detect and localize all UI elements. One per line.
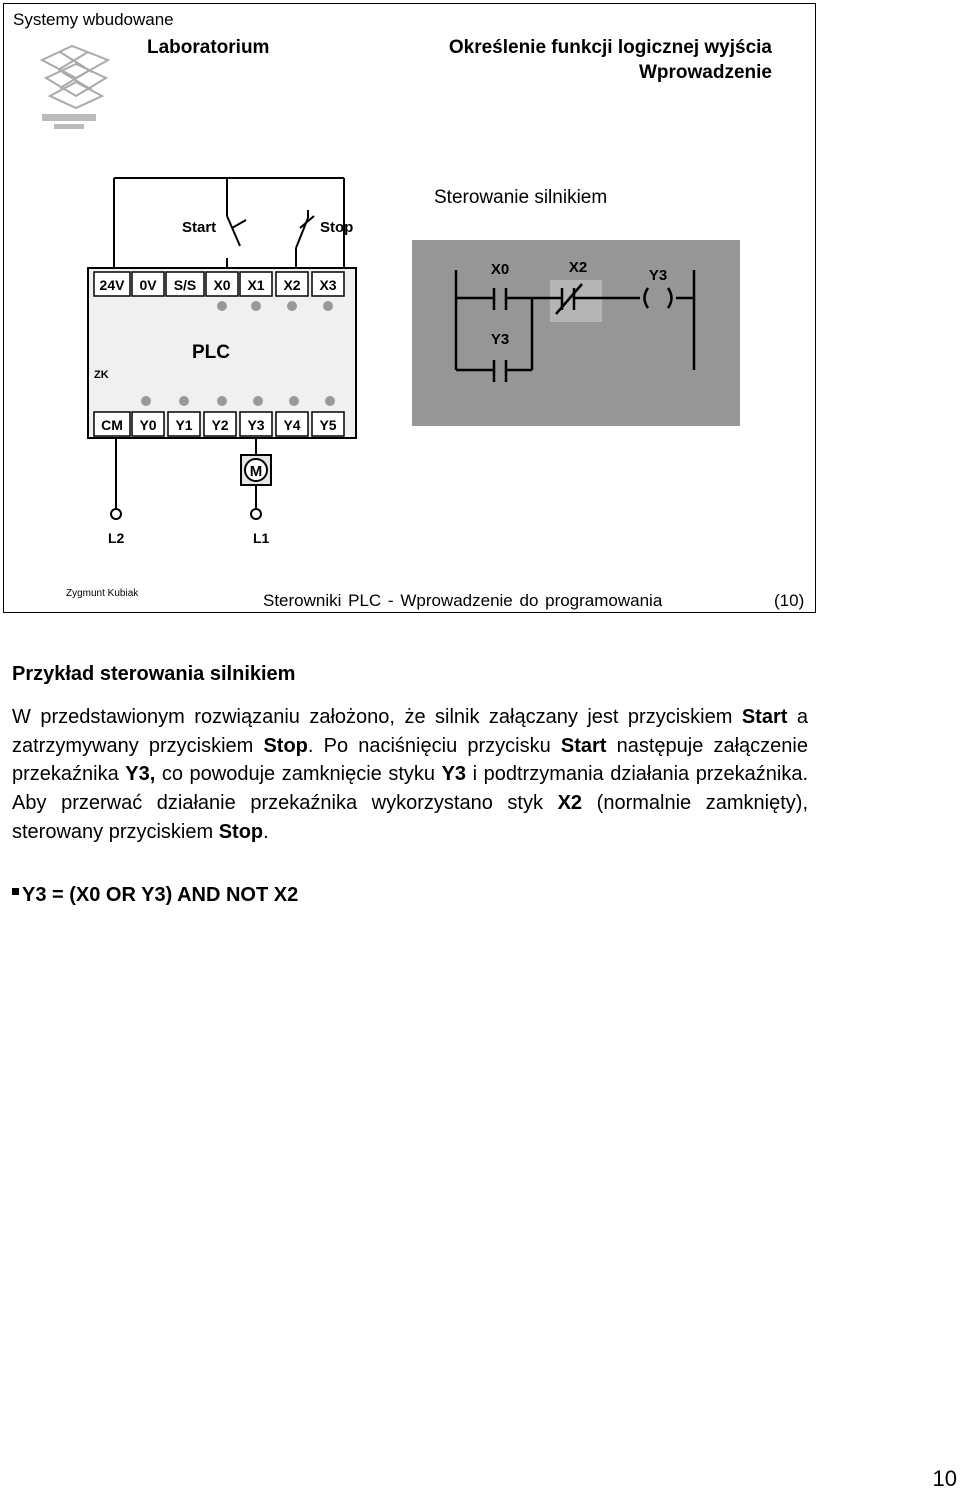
l1-terminal [251,509,261,519]
ladder-y3-coil: Y3 [648,267,668,284]
text-run: . [263,820,269,843]
input-x0: X0 [213,277,231,293]
input-24v: 24V [99,277,125,293]
body-paragraph [12,703,808,847]
output-y3: Y3 [247,417,265,433]
input-x2: X2 [283,277,301,293]
output-y1: Y1 [175,417,193,433]
plc-label: PLC [192,342,230,363]
section-title: Przykład sterowania silnikiem [12,663,296,685]
bold-start: Start [741,706,788,728]
bold-stop: Stop [263,734,308,757]
motor-label: M [249,463,263,480]
input-x3: X3 [319,277,337,293]
output-y2: Y2 [211,417,229,433]
ladder-x0: X0 [490,261,510,278]
ladder-x2: X2 [568,259,588,276]
l2-label: L2 [108,530,125,546]
bold-y3: Y3 [441,763,467,786]
page-number: 10 [932,1466,957,1491]
lab-label: Laboratorium [147,37,270,58]
bullet-icon [12,888,19,895]
slide-number: (10) [774,591,805,610]
diagram-title: Sterowanie silnikiem [434,187,608,208]
stop-label: Stop [320,219,354,236]
text-run: (normalnie zamknięty), sterowany przyciskiem [12,792,808,843]
output-cm: CM [101,417,123,433]
author: Zygmunt Kubiak [66,588,139,599]
bold-x2: X2 [557,792,583,815]
output-y4: Y4 [283,417,301,433]
l1-label: L1 [253,530,270,546]
motor-icon [241,455,271,485]
output-y0: Y0 [139,417,157,433]
input-x1: X1 [247,277,265,293]
formula-text: Y3 = (X0 OR Y3) AND NOT X2 [22,884,299,906]
slide-subtitle: Wprowadzenie [638,62,772,83]
slide-title: Określenie funkcji logicznej wyjścia [448,37,772,58]
formula [12,884,298,907]
university-logo [36,38,114,134]
footer-text: Sterowniki PLC - Wprowadzenie do programowania [263,591,663,610]
ladder-y3-contact: Y3 [490,331,510,348]
bold-start: Start [560,734,607,757]
wiring-diagram [82,172,382,552]
input-0v: 0V [139,277,157,293]
l2-terminal [111,509,121,519]
bold-stop: Stop [218,820,264,843]
text-run: . Po naciśnięciu przycisku [307,734,561,757]
text-run: co powoduje zamknięcie styku [155,763,442,786]
course-name: Systemy wbudowane [13,10,174,29]
input-ss: S/S [173,277,197,293]
ladder-diagram [412,240,740,426]
text-run: a zatrzymywany przyciskiem [12,706,808,757]
text-run: i podtrzymania działania przekaźnika. Aby przerwać działanie przekaźnika wykorzystano styk [12,763,809,815]
text-run: W przedstawionym rozwiązaniu założono, że silnik załączany jest przyciskiem [12,706,742,728]
zk-label: ZK [94,369,109,381]
bold-y3: Y3, [125,763,156,786]
slide-frame [3,3,816,613]
output-y5: Y5 [319,417,337,433]
text-run: następuje załączenie przekaźnika [12,734,808,786]
start-label: Start [182,219,217,236]
